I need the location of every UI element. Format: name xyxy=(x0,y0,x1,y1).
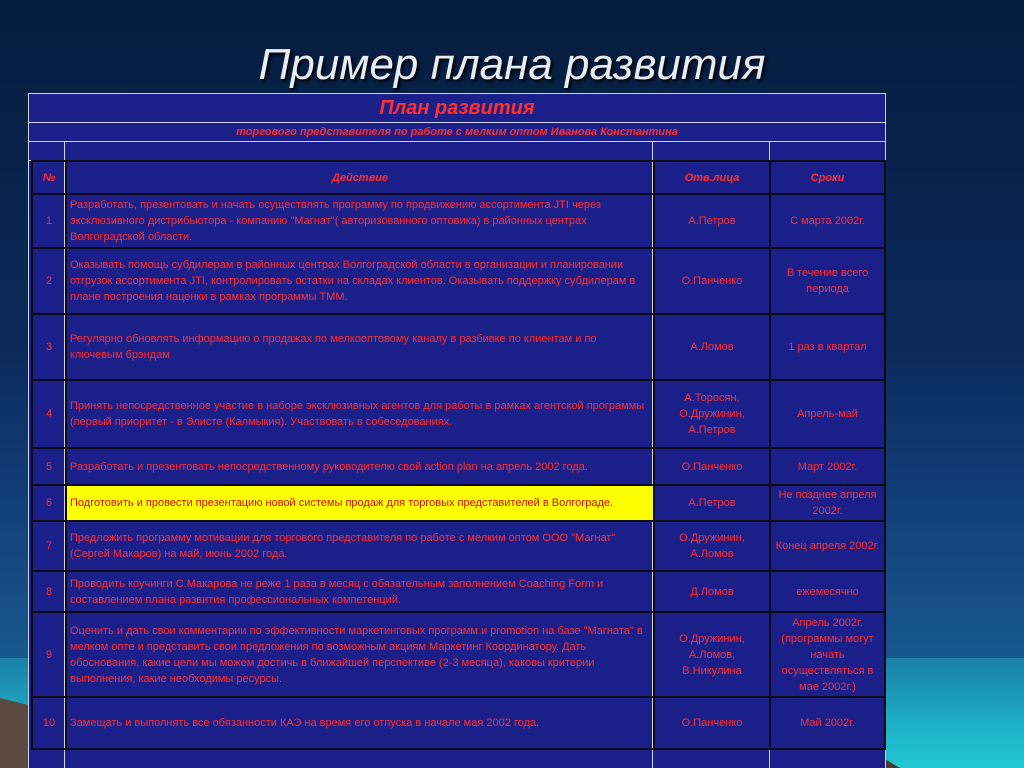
row-responsible: А.Торосян, О.Дружинин, А.Петров xyxy=(654,380,770,448)
row-number: 4 xyxy=(32,380,66,448)
table-row xyxy=(32,314,885,380)
row-action: Подготовить и провести презентацию новой системы продаж для торговых представителей в Волгограде. xyxy=(66,485,654,521)
table-row xyxy=(32,248,885,314)
table-row xyxy=(32,571,885,612)
slide-title: Пример плана развития xyxy=(258,40,766,89)
plan-table xyxy=(31,160,886,750)
row-number: 2 xyxy=(32,248,66,314)
row-action: Предложить программу мотивации для торгового представителя по работе с мелким оптом ООО "Магнат" (Сергей Макаров) на май, июнь 2002 года. xyxy=(66,521,654,571)
row-number: 8 xyxy=(32,571,66,612)
row-responsible: О.Панченко xyxy=(654,697,770,749)
row-responsible: О.Панченко xyxy=(654,448,770,485)
row-number: 3 xyxy=(32,314,66,380)
row-responsible: А.Петров xyxy=(654,194,770,248)
row-number: 1 xyxy=(32,194,66,248)
row-action: Замещать и выполнять все обязанности КАЭ на время его отпуска в начале мая 2002 года. xyxy=(66,697,654,749)
row-responsible: О.Дружинин, А.Ломов xyxy=(654,521,770,571)
development-plan-sheet xyxy=(28,93,886,768)
row-term: Май 2002г. xyxy=(770,697,885,749)
column-header-term: Сроки xyxy=(770,161,885,194)
row-number: 10 xyxy=(32,697,66,749)
row-term: 1 раз в квартал xyxy=(770,314,885,380)
row-term: Апрель 2002г. (программы могут начать осуществляться в мае 2002г.) xyxy=(770,612,885,697)
plan-subtitle: торгового представителя по работе с мелким оптом Иванова Константина xyxy=(29,122,885,142)
row-action: Разработать и презентовать непосредственному руководителю свой action plan на апрель 2002 года. xyxy=(66,448,654,485)
column-header-action: Действие xyxy=(66,161,654,194)
row-action: Оценить и дать свои комментарии по эффективности маркетинговых программ и promotion на базе "Магната" в мелком опте и представить свои предложения по возможным акциям Маркетинг Координатору. Дать обоснования, какие цели мы можем достичь в ближайшей перспективе (2-3 месяца), каковы критерии выполнения, какие необходимы ресурсы. xyxy=(66,612,654,697)
table-row xyxy=(32,485,885,521)
row-responsible: А.Ломов xyxy=(654,314,770,380)
row-responsible: А.Петров xyxy=(654,485,770,521)
row-responsible: О.Дружинин, А.Ломов, В.Никулина xyxy=(654,612,770,697)
spacer-row xyxy=(29,142,885,161)
row-number: 9 xyxy=(32,612,66,697)
table-row xyxy=(32,194,885,248)
row-action: Принять непосредственное участие в наборе эксклюзивных агентов для работы в рамках агентской программы (первый приоритет - в Элисте (Калмыкия). Участвовать в собеседованиях. xyxy=(66,380,654,448)
row-responsible: Д.Ломов xyxy=(654,571,770,612)
row-action: Оказывать помощь субдилерам в районных центрах Волгоградской области в организации и планировании отгрузок ассортимента JTI, контролировать остатки на складах клиентов. Оказывать поддержку субдилерам в плане построения наценки в рамках программы ТММ. xyxy=(66,248,654,314)
row-term: Апрель-май xyxy=(770,380,885,448)
row-number: 7 xyxy=(32,521,66,571)
table-header-row xyxy=(32,161,885,194)
row-number: 5 xyxy=(32,448,66,485)
table-row xyxy=(32,521,885,571)
row-responsible: О.Панченко xyxy=(654,248,770,314)
row-action: Проводить коучинги С.Макарова не реже 1 раза в месяц с обязательным заполнением Coaching Form и составлением плана развития профессиональных компетенций. xyxy=(66,571,654,612)
row-term: Март 2002г. xyxy=(770,448,885,485)
row-term: В течение всего периода xyxy=(770,248,885,314)
table-row xyxy=(32,697,885,749)
row-action: Регулярно обновлять информацию о продажах по мелкооптовому каналу в разбивке по клиентам и по ключевым брэндам xyxy=(66,314,654,380)
column-header-num: № xyxy=(32,161,66,194)
table-row xyxy=(32,380,885,448)
column-header-responsible: Отв.лица xyxy=(654,161,770,194)
table-row xyxy=(32,448,885,485)
row-term: Конец апреля 2002г. xyxy=(770,521,885,571)
row-term: Не позднее апреля 2002г. xyxy=(770,485,885,521)
row-term: ежемесячно xyxy=(770,571,885,612)
row-number: 6 xyxy=(32,485,66,521)
plan-title: План развития xyxy=(29,93,885,123)
table-row xyxy=(32,612,885,697)
row-action: Разработать, презентовать и начать осуществлять программу по продвижению ассортимента JTI через эксклюзивного дистрибьютора - компанию "Магнат"( авторизованного оптовика) в районных центрах Волгоградской области. xyxy=(66,194,654,248)
row-term: С марта 2002г. xyxy=(770,194,885,248)
